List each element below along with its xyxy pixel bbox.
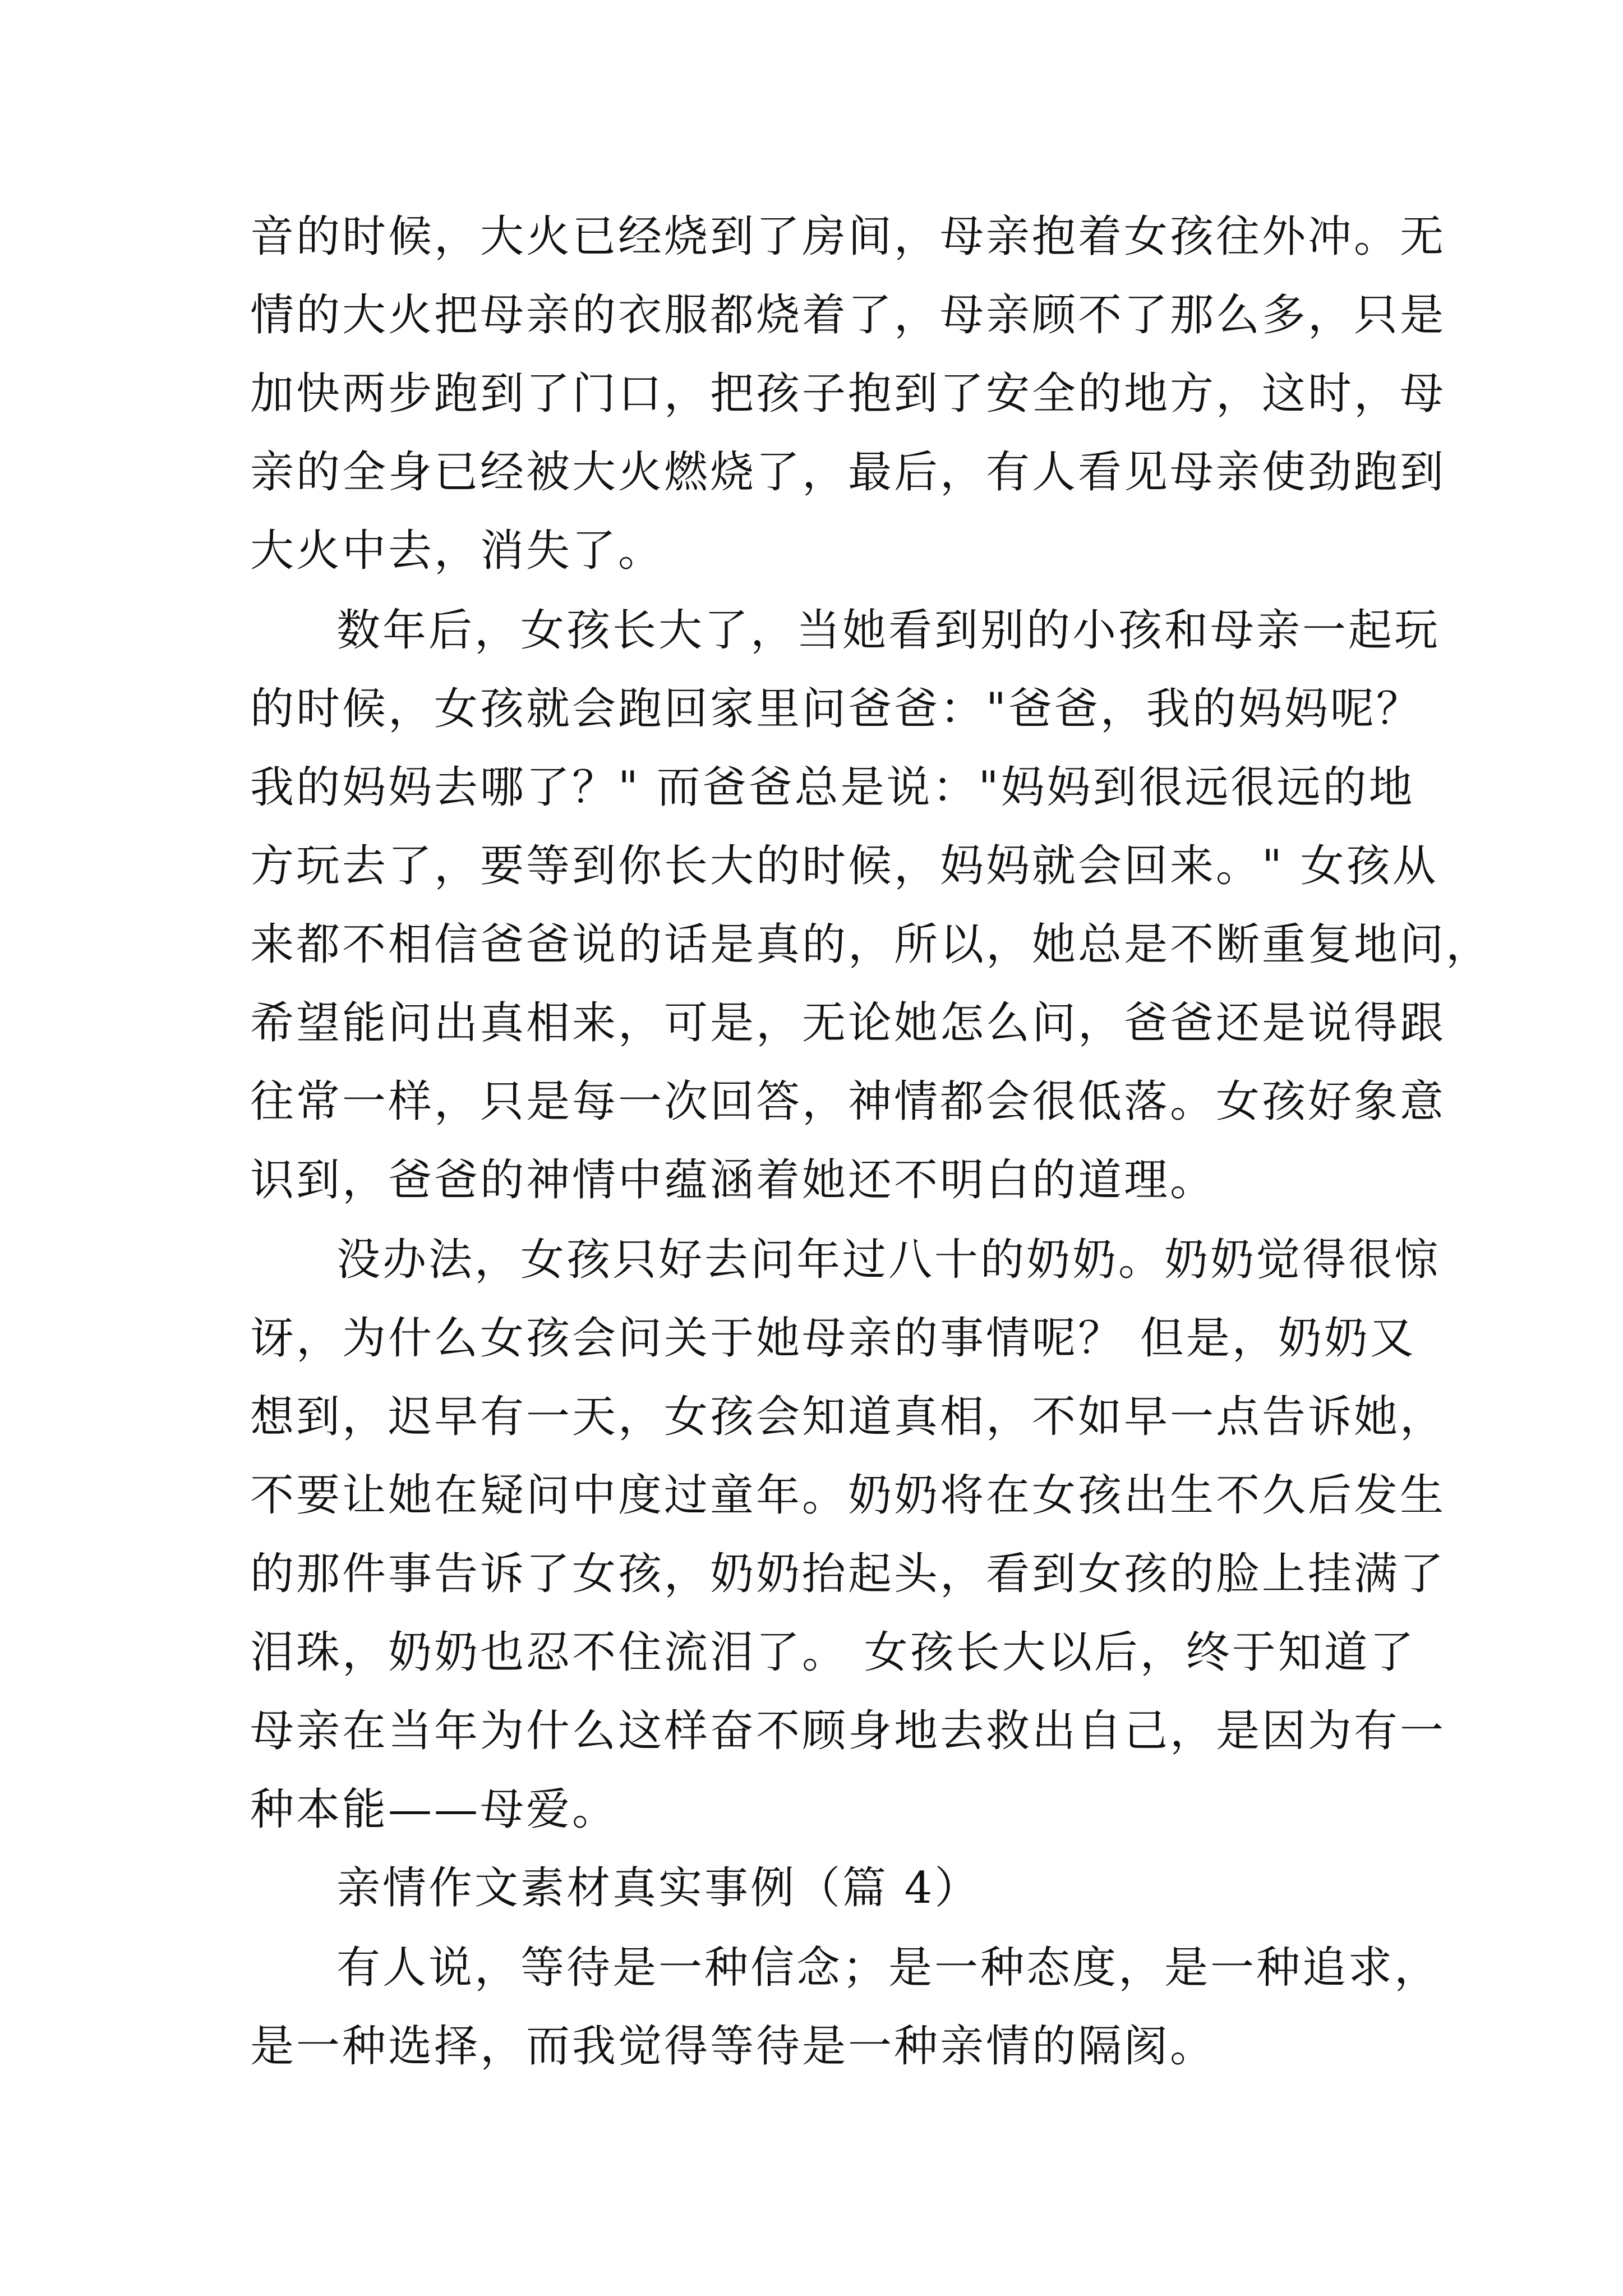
text-line: 的时候，女孩就会跑回家里问爸爸："爸爸，我的妈妈呢？ bbox=[250, 684, 1422, 734]
text-line: 加快两步跑到了门口，把孩子抱到了安全的地方，这时，母 bbox=[250, 369, 1446, 419]
text-line: 方玩去了，要等到你长大的时候，妈妈就会回来。" 女孩从 bbox=[250, 841, 1438, 891]
text-line: 讶，为什么女孩会问关于她母亲的事情呢？ 但是，奶奶又 bbox=[250, 1313, 1416, 1364]
text-line: 种本能——母爱。 bbox=[250, 1784, 619, 1835]
text-line: 大火中去，消失了。 bbox=[250, 526, 665, 576]
text-line: 想到，迟早有一天，女孩会知道真相，不如早一点告诉她， bbox=[250, 1392, 1446, 1442]
text-line: 母亲在当年为什么这样奋不顾身地去救出自己，是因为有一 bbox=[250, 1706, 1446, 1756]
text-line: 是一种选择，而我觉得等待是一种亲情的隔阂。 bbox=[250, 2021, 1216, 2072]
paragraph-first-line: 有人说，等待是一种信念；是一种态度，是一种追求， bbox=[336, 1943, 1441, 1993]
paragraph-first-line: 没办法，女孩只好去问年过八十的奶奶。奶奶觉得很惊 bbox=[336, 1235, 1441, 1285]
text-line: 泪珠，奶奶也忍不住流泪了。 女孩长大以后，终于知道了 bbox=[250, 1627, 1416, 1678]
text-line: 音的时候，大火已经烧到了房间，母亲抱着女孩往外冲。无 bbox=[250, 211, 1446, 262]
text-line: 亲的全身已经被大火燃烧了，最后，有人看见母亲使劲跑到 bbox=[250, 447, 1446, 498]
paragraph-first-line: 数年后，女孩长大了，当她看到别的小孩和母亲一起玩 bbox=[336, 605, 1441, 656]
text-line: 我的妈妈去哪了？" 而爸爸总是说："妈妈到很远很远的地 bbox=[250, 762, 1415, 813]
text-line: 识到，爸爸的神情中蕴涵着她还不明白的道理。 bbox=[250, 1155, 1216, 1205]
section-heading: 亲情作文素材真实事例（篇 4） bbox=[336, 1863, 981, 1913]
text-line: 希望能问出真相来，可是，无论她怎么问，爸爸还是说得跟 bbox=[250, 998, 1446, 1048]
text-line: 来都不相信爸爸说的话是真的，所以，她总是不断重复地问， bbox=[250, 919, 1492, 970]
text-line: 情的大火把母亲的衣服都烧着了，母亲顾不了那么多，只是 bbox=[250, 290, 1446, 341]
text-line: 不要让她在疑问中度过童年。奶奶将在女孩出生不久后发生 bbox=[250, 1470, 1446, 1521]
text-line: 往常一样，只是每一次回答，神情都会很低落。女孩好象意 bbox=[250, 1076, 1446, 1127]
text-line: 的那件事告诉了女孩，奶奶抬起头，看到女孩的脸上挂满了 bbox=[250, 1549, 1446, 1599]
